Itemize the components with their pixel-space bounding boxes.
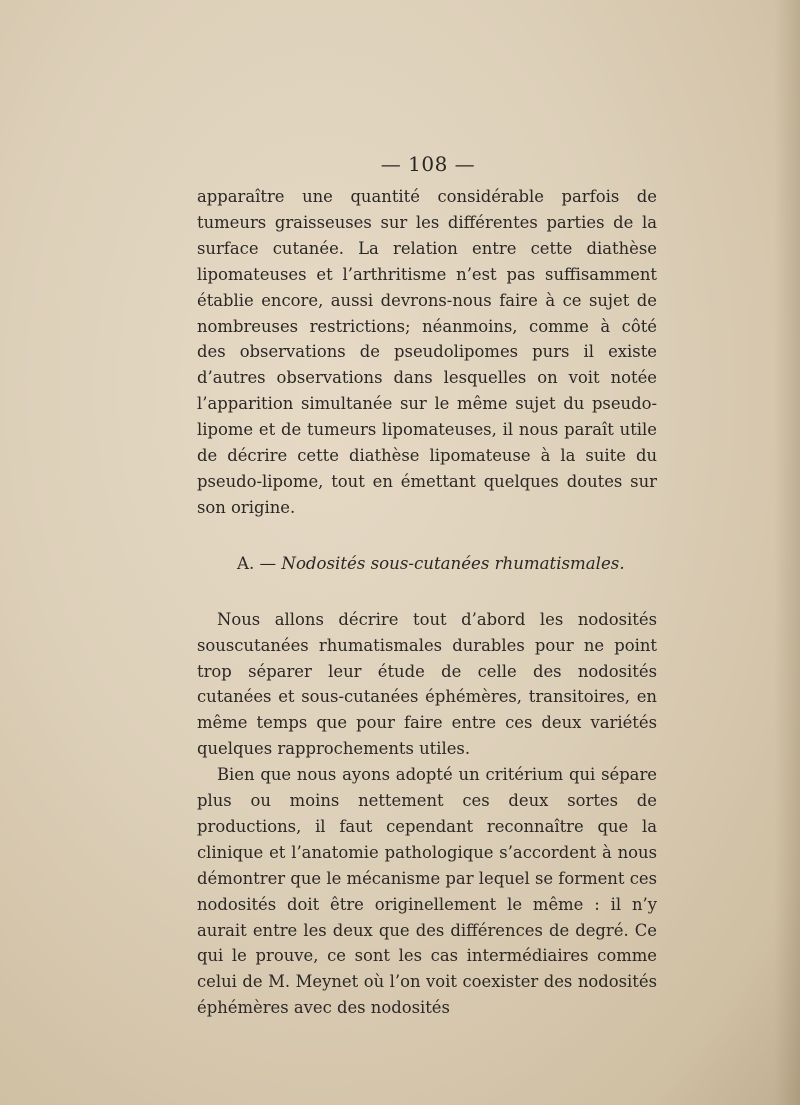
paragraph: Bien que nous ayons adopté un critérium qui sépare plus ou moins nettement ces deux sortes de productions, il faut cependant reconnaître que la clinique et l’anatomie pathologique s’accordent à nous démontrer que le mécanisme par lequel se forment ces nodosités doit être originellement le même : il n’y aurait entre les deux que des différences de degré. Ce qui le prouve, ce sont les cas intermédiaires comme celui de M. Meynet où l’on voit coexister des nodosités éphémères avec des nodosités — [197, 765, 657, 1018]
section-title: Nodosités sous-cutanées rhumatismales. — [281, 553, 625, 573]
page-number: — 108 — — [380, 152, 476, 176]
body-text — [197, 184, 657, 1021]
section-heading — [197, 551, 657, 577]
paragraph: Nous allons décrire tout d’abord les nodosités souscutanées rhumatismales durables pour ne point trop séparer leur étude de celle des nodosités cutanées et sous-cutanées éphémères, transitoires, en même temps que pour faire entre ces deux variétés quelques rapprochements utiles. — [197, 609, 657, 759]
section-letter: A. — — [237, 553, 277, 573]
paragraph-continued: apparaître une quantité considérable parfois de tumeurs graisseuses sur les différentes parties de la surface cutanée. La relation entre cette diathèse lipomateuses et l’arthritisme n’est pas suffisamment établie encore, aussi devrons-nous faire à ce sujet de nombreuses restrictions; néanmoins, comme à côté des observations de pseudolipomes purs il existe d’autres observations dans lesquelles on voit notée l’apparition simultanée sur le même sujet du pseudo-lipome et de tumeurs lipomateuses, il nous paraît utile de décrire cette diathèse lipomateuse à la suite du pseudo-lipome, tout en émettant quelques doutes sur son origine. — [197, 187, 657, 517]
